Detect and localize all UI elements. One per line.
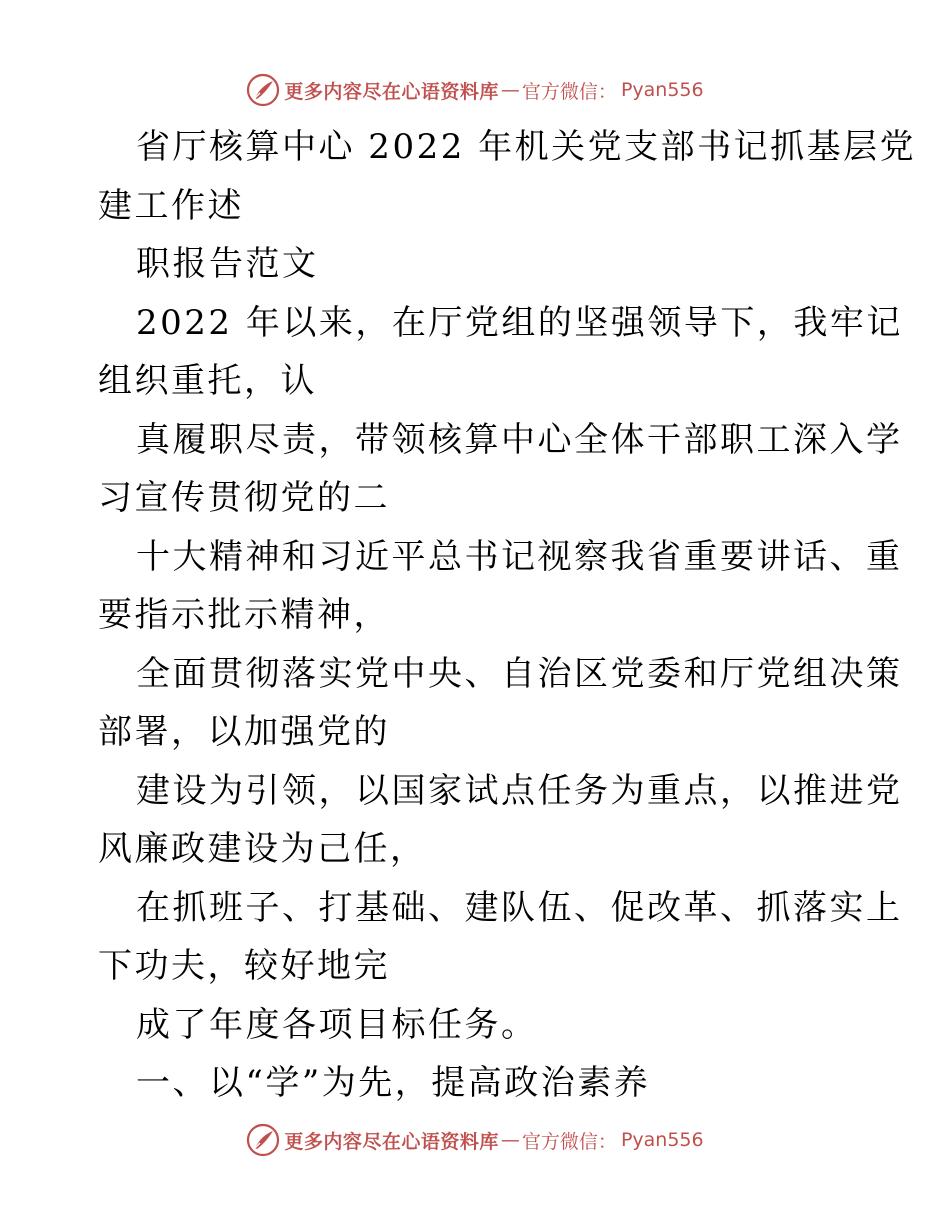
doc-title-line-3: 职报告范文 bbox=[136, 244, 319, 284]
quill-logo-icon bbox=[246, 1123, 280, 1157]
watermark-official-label: 官方微信： bbox=[521, 1130, 617, 1153]
watermark-official-label: 官方微信： bbox=[521, 80, 617, 103]
document-body bbox=[98, 118, 917, 1113]
watermark-site-text: 更多内容尽在心语资料库 bbox=[284, 1130, 499, 1153]
quill-logo-icon bbox=[246, 73, 280, 107]
paragraph-line: 建设为引领，以国家试点任务为重点，以推进党 bbox=[136, 770, 903, 811]
section-heading: 一、以“学”为先，提高政治素养 bbox=[136, 1063, 651, 1103]
paragraph-line: 组织重托，认 bbox=[98, 361, 317, 401]
paragraph-line: 在抓班子、打基础、建队伍、促改革、抓落实上 bbox=[136, 887, 903, 928]
watermark-dash: — bbox=[500, 1129, 520, 1151]
paragraph-line: 下功夫，较好地完 bbox=[98, 946, 390, 986]
paragraph-line: 全面贯彻落实党中央、自治区党委和厅党组决策 bbox=[136, 653, 903, 694]
doc-title-line-2: 建工作述 bbox=[98, 185, 244, 226]
watermark-site-text: 更多内容尽在心语资料库 bbox=[284, 80, 499, 103]
watermark-dash: — bbox=[500, 79, 520, 101]
watermark-wechat-id: Pyan556 bbox=[620, 1129, 704, 1151]
paragraph-line: 真履职尽责，带领核算中心全体干部职工深入学 bbox=[136, 419, 903, 460]
paragraph-line: 十大精神和习近平总书记视察我省重要讲话、重 bbox=[136, 536, 903, 577]
header-watermark bbox=[0, 70, 950, 110]
footer-watermark bbox=[0, 1120, 950, 1160]
paragraph-line: 风廉政建设为己任， bbox=[98, 829, 427, 869]
watermark-wechat-id: Pyan556 bbox=[620, 79, 704, 101]
doc-title-line-1: 省厅核算中心 2022 年机关党支部书记抓基层党 bbox=[136, 127, 917, 167]
paragraph-line: 部署，以加强党的 bbox=[98, 712, 390, 752]
paragraph-line: 习宣传贯彻党的二 bbox=[98, 478, 390, 518]
paragraph-line: 成了年度各项目标任务。 bbox=[136, 1004, 538, 1045]
paragraph-line: 要指示批示精神， bbox=[98, 595, 390, 635]
paragraph-line: 2022 年以来，在厅党组的坚强领导下，我牢记 bbox=[136, 302, 903, 343]
